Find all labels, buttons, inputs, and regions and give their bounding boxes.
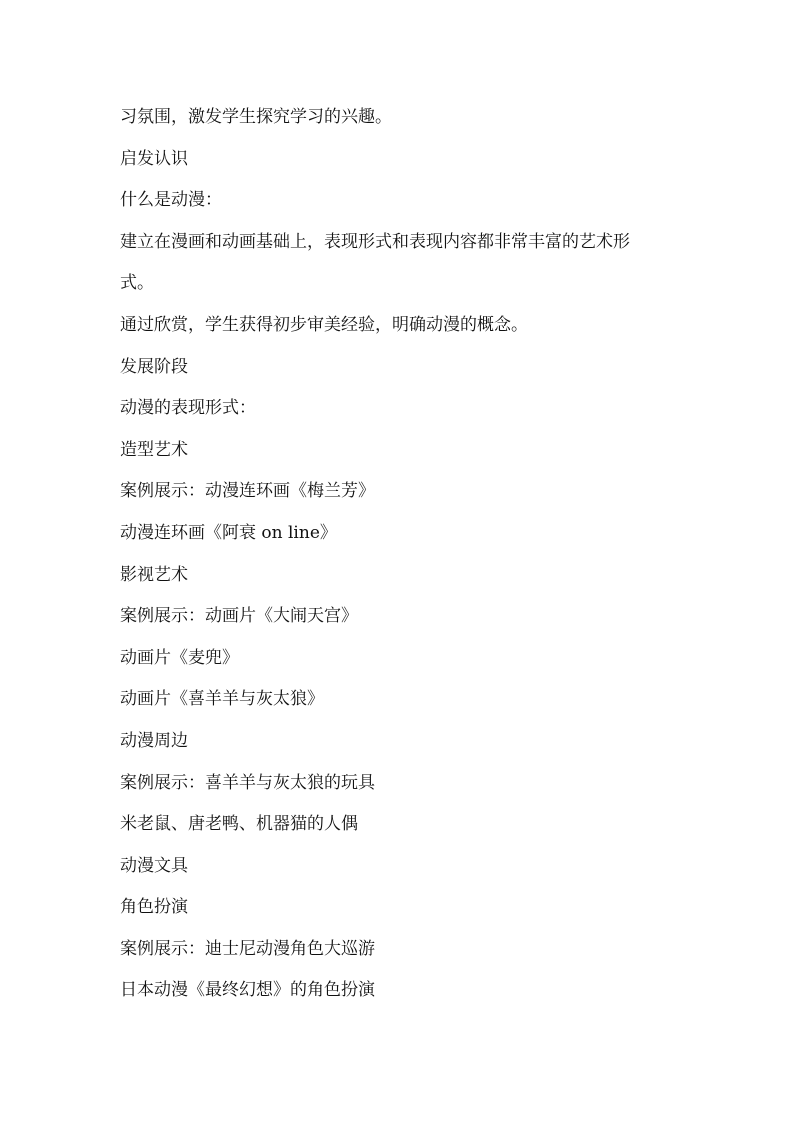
appreciation-note: 通过欣赏，学生获得初步审美经验，明确动漫的概念。: [120, 314, 528, 335]
case-disney-parade: 案例展示：迪士尼动漫角色大巡游: [120, 938, 375, 959]
form-film-art: 影视艺术: [120, 564, 188, 585]
case-comic-ashuai: 动漫连环画《阿衰 on line》: [120, 522, 337, 543]
section-heading-inspire: 启发认识: [120, 148, 188, 169]
case-film-havoc: 案例展示：动画片《大闹天宫》: [120, 606, 358, 627]
paragraph-intro-end: 习氛围，激发学生探究学习的兴趣。: [120, 107, 392, 127]
case-comic-meilanfang: 案例展示：动漫连环画《梅兰芳》: [120, 481, 375, 502]
case-film-mcdull: 动画片《麦兜》: [120, 647, 239, 668]
forms-heading: 动漫的表现形式：: [120, 398, 256, 419]
form-merchandise: 动漫周边: [120, 730, 188, 751]
section-heading-development: 发展阶段: [120, 356, 188, 377]
document-body: [120, 102, 700, 1017]
definition-line-1: 建立在漫画和动画基础上，表现形式和表现内容都非常丰富的艺术形: [120, 231, 630, 252]
case-final-fantasy-cosplay: 日本动漫《最终幻想》的角色扮演: [120, 980, 375, 1001]
case-film-pleasant-goat: 动画片《喜羊羊与灰太狼》: [120, 689, 324, 710]
case-puppets: 米老鼠、唐老鸭、机器猫的人偶: [120, 814, 358, 835]
case-stationery: 动漫文具: [120, 855, 188, 876]
question-what-is-anime: 什么是动漫：: [120, 190, 222, 211]
case-toys: 案例展示：喜羊羊与灰太狼的玩具: [120, 772, 375, 793]
form-modeling-art: 造型艺术: [120, 439, 188, 460]
definition-line-2: 式。: [120, 273, 154, 294]
form-cosplay: 角色扮演: [120, 897, 188, 918]
